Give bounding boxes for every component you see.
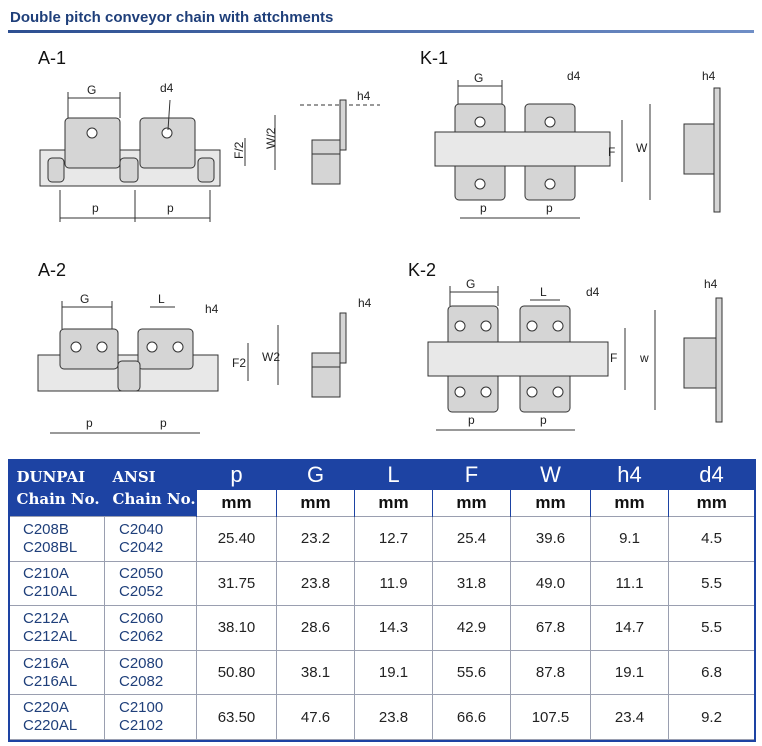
col-header-f: F — [433, 459, 511, 490]
dim-w: w — [640, 351, 649, 365]
ansi-no: C2052 — [119, 583, 164, 601]
title-bar — [0, 0, 762, 32]
cell-h4: 19.1 — [591, 650, 669, 695]
attachment-plate — [65, 118, 120, 168]
ansi-cell — [105, 517, 197, 562]
dim-h4: h4 — [704, 277, 718, 291]
cell-l: 11.9 — [355, 561, 433, 606]
diagram-k1 — [400, 60, 760, 235]
dunpai-no: C220AL — [23, 717, 78, 735]
dim-p: p — [546, 201, 553, 215]
cell-h4: 23.4 — [591, 695, 669, 740]
header-ansi-line1: ANSI — [112, 467, 156, 486]
diagram-a2 — [0, 285, 400, 455]
cell-h4: 9.1 — [591, 517, 669, 562]
ansi-no: C2100 — [119, 699, 164, 717]
dunpai-no: C208B — [23, 520, 69, 538]
cell-f: 55.6 — [433, 650, 511, 695]
dunpai-no: C208BL — [23, 538, 78, 556]
ansi-cell — [105, 695, 197, 740]
cell-p: 38.10 — [197, 606, 277, 651]
header-dunpai — [9, 459, 105, 517]
table-row — [9, 561, 755, 606]
cell-l: 12.7 — [355, 517, 433, 562]
dim-l: L — [158, 292, 165, 306]
unit-w: mm — [511, 490, 591, 517]
ansi-cell — [105, 561, 197, 606]
ansi-no: C2062 — [119, 627, 164, 645]
dim-p: p — [167, 201, 174, 215]
dim-h4: h4 — [702, 69, 716, 83]
cell-w: 87.8 — [511, 650, 591, 695]
dunpai-no: C216AL — [23, 672, 78, 690]
dim-h4: h4 — [205, 302, 219, 316]
page-title: Double pitch conveyor chain with attchments — [10, 9, 334, 26]
dim-w2: W/2 — [264, 127, 278, 149]
dim-f: F — [610, 351, 618, 365]
cell-g: 23.2 — [277, 517, 355, 562]
dim-h4: h4 — [357, 89, 371, 103]
ansi-no: C2060 — [119, 609, 164, 627]
cell-d4: 5.5 — [669, 561, 755, 606]
unit-l: mm — [355, 490, 433, 517]
dim-g: G — [474, 71, 484, 85]
cell-h4: 11.1 — [591, 561, 669, 606]
spec-table — [8, 459, 754, 740]
cell-p: 63.50 — [197, 695, 277, 740]
col-header-g: G — [277, 459, 355, 490]
cell-d4: 4.5 — [669, 517, 755, 562]
header-ansi — [105, 459, 197, 517]
cell-h4: 14.7 — [591, 606, 669, 651]
cell-l: 23.8 — [355, 695, 433, 740]
ansi-cell — [105, 650, 197, 695]
dunpai-no: C210AL — [23, 583, 78, 601]
dim-f2: F/2 — [232, 141, 246, 159]
unit-d4: mm — [669, 490, 755, 517]
dunpai-no: C210A — [23, 565, 69, 583]
ansi-no: C2040 — [119, 520, 164, 538]
cell-g: 28.6 — [277, 606, 355, 651]
dim-p: p — [92, 201, 99, 215]
dim-w: W — [636, 141, 648, 155]
dim-g: G — [87, 83, 97, 97]
dim-l: L — [540, 285, 547, 299]
ansi-no: C2080 — [119, 654, 164, 672]
table-row — [9, 695, 755, 740]
dim-f: F — [608, 145, 616, 159]
cell-g: 38.1 — [277, 650, 355, 695]
cell-w: 39.6 — [511, 517, 591, 562]
diagram-a1 — [0, 70, 390, 240]
dim-p: p — [468, 413, 475, 427]
cell-g: 47.6 — [277, 695, 355, 740]
col-header-h4: h4 — [591, 459, 669, 490]
cell-p: 50.80 — [197, 650, 277, 695]
dim-p: p — [160, 416, 167, 430]
dim-d4: d4 — [160, 81, 174, 95]
dunpai-cell — [9, 695, 105, 740]
cell-d4: 5.5 — [669, 606, 755, 651]
cell-l: 14.3 — [355, 606, 433, 651]
table-row — [9, 606, 755, 651]
dunpai-no: C216A — [23, 654, 69, 672]
col-header-l: L — [355, 459, 433, 490]
attachment-plate — [140, 118, 195, 168]
dim-f2: F2 — [232, 356, 247, 370]
cell-f: 66.6 — [433, 695, 511, 740]
cell-g: 23.8 — [277, 561, 355, 606]
cell-w: 107.5 — [511, 695, 591, 740]
dim-p: p — [480, 201, 487, 215]
cell-d4: 9.2 — [669, 695, 755, 740]
dunpai-no: C212AL — [23, 627, 78, 645]
ansi-no: C2082 — [119, 672, 164, 690]
unit-p: mm — [197, 490, 277, 517]
cell-w: 67.8 — [511, 606, 591, 651]
col-header-d4: d4 — [669, 459, 755, 490]
dunpai-cell — [9, 650, 105, 695]
diagram-k2 — [400, 270, 760, 450]
unit-g: mm — [277, 490, 355, 517]
dunpai-cell — [9, 606, 105, 651]
dunpai-cell — [9, 561, 105, 606]
dim-g: G — [80, 292, 90, 306]
ansi-no: C2102 — [119, 717, 164, 735]
header-ansi-line2: Chain No. — [112, 489, 196, 508]
dunpai-no: C212A — [23, 609, 69, 627]
dim-g: G — [466, 277, 476, 291]
unit-f: mm — [433, 490, 511, 517]
dim-p: p — [86, 416, 93, 430]
table-row — [9, 650, 755, 695]
diagram-label-k1: K-1 — [420, 48, 449, 68]
diagram-label-a2: A-2 — [38, 260, 67, 280]
ansi-cell — [105, 606, 197, 651]
dunpai-no: C220A — [23, 699, 69, 717]
col-header-w: W — [511, 459, 591, 490]
cell-f: 25.4 — [433, 517, 511, 562]
header-dunpai-line1: DUNPAI — [16, 467, 86, 486]
dim-w2: W2 — [262, 350, 280, 364]
ansi-no: C2050 — [119, 565, 164, 583]
cell-p: 25.40 — [197, 517, 277, 562]
cell-w: 49.0 — [511, 561, 591, 606]
cell-d4: 6.8 — [669, 650, 755, 695]
cell-l: 19.1 — [355, 650, 433, 695]
title-rule — [8, 30, 754, 33]
dim-d4: d4 — [567, 69, 581, 83]
dim-d4: d4 — [586, 285, 600, 299]
cell-f: 31.8 — [433, 561, 511, 606]
col-header-p: p — [197, 459, 277, 490]
table-row — [9, 517, 755, 562]
unit-h4: mm — [591, 490, 669, 517]
diagram-label-k2: K-2 — [408, 260, 437, 280]
cell-f: 42.9 — [433, 606, 511, 651]
cell-p: 31.75 — [197, 561, 277, 606]
diagram-label-a1: A-1 — [38, 48, 67, 68]
ansi-no: C2042 — [119, 538, 164, 556]
dim-p: p — [540, 413, 547, 427]
dim-h4: h4 — [358, 296, 372, 310]
header-dunpai-line2: Chain No. — [16, 489, 100, 508]
dunpai-cell — [9, 517, 105, 562]
